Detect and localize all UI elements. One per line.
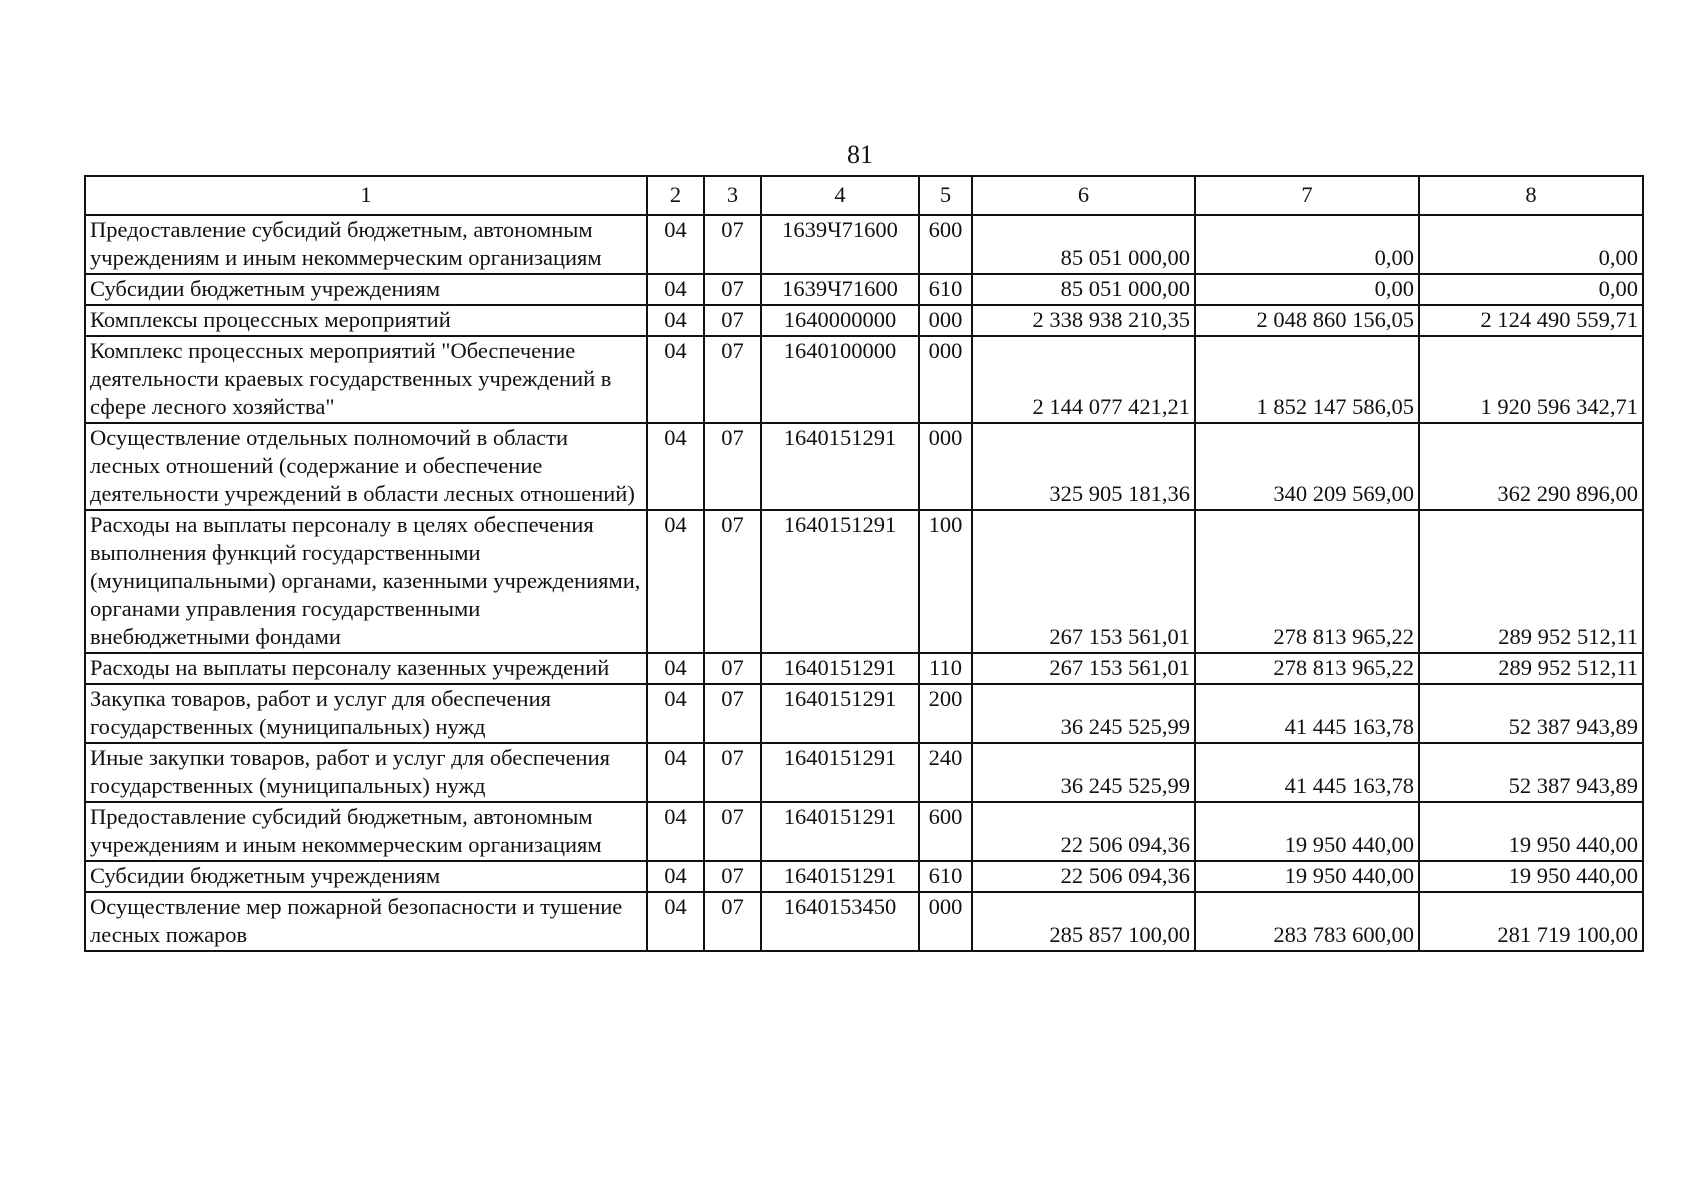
column-header: 4 (761, 176, 919, 215)
row-name: Расходы на выплаты персоналу в целях обеспечения выполнения функций государственными (муниципальными) органами, казенными учреждениями, органами управления государственными внебюджетными фондами (85, 510, 647, 653)
row-name: Расходы на выплаты персоналу казенных учреждений (85, 653, 647, 684)
section-code: 04 (647, 423, 704, 510)
subsection-code: 07 (704, 423, 761, 510)
amount-col-7: 340 209 569,00 (1195, 423, 1419, 510)
table-row (85, 305, 1643, 336)
row-name: Субсидии бюджетным учреждениям (85, 274, 647, 305)
target-article-code: 1640000000 (761, 305, 919, 336)
column-header: 7 (1195, 176, 1419, 215)
table-row (85, 423, 1643, 510)
amount-col-7: 2 048 860 156,05 (1195, 305, 1419, 336)
row-name: Предоставление субсидий бюджетным, автономным учреждениям и иным некоммерческим организациям (85, 215, 647, 274)
amount-col-7: 0,00 (1195, 274, 1419, 305)
amount-col-6: 267 153 561,01 (972, 653, 1195, 684)
amount-col-8: 52 387 943,89 (1419, 743, 1643, 802)
amount-col-6: 2 338 938 210,35 (972, 305, 1195, 336)
subsection-code: 07 (704, 336, 761, 423)
amount-col-7: 19 950 440,00 (1195, 802, 1419, 861)
table-row (85, 743, 1643, 802)
amount-col-8: 289 952 512,11 (1419, 653, 1643, 684)
target-article-code: 1640151291 (761, 861, 919, 892)
subsection-code: 07 (704, 684, 761, 743)
expense-type-code: 000 (919, 336, 972, 423)
amount-col-6: 267 153 561,01 (972, 510, 1195, 653)
amount-col-7: 283 783 600,00 (1195, 892, 1419, 951)
table-row (85, 510, 1643, 653)
amount-col-6: 22 506 094,36 (972, 861, 1195, 892)
amount-col-6: 36 245 525,99 (972, 743, 1195, 802)
expense-type-code: 610 (919, 861, 972, 892)
row-name: Предоставление субсидий бюджетным, автономным учреждениям и иным некоммерческим организациям (85, 802, 647, 861)
section-code: 04 (647, 861, 704, 892)
amount-col-6: 85 051 000,00 (972, 274, 1195, 305)
amount-col-8: 1 920 596 342,71 (1419, 336, 1643, 423)
amount-col-8: 0,00 (1419, 274, 1643, 305)
expense-type-code: 100 (919, 510, 972, 653)
column-header: 2 (647, 176, 704, 215)
subsection-code: 07 (704, 305, 761, 336)
section-code: 04 (647, 336, 704, 423)
row-name: Осуществление мер пожарной безопасности и тушение лесных пожаров (85, 892, 647, 951)
target-article-code: 1640151291 (761, 684, 919, 743)
row-name: Комплексы процессных мероприятий (85, 305, 647, 336)
amount-col-6: 285 857 100,00 (972, 892, 1195, 951)
target-article-code: 1640100000 (761, 336, 919, 423)
column-header: 6 (972, 176, 1195, 215)
table-row (85, 215, 1643, 274)
expense-type-code: 200 (919, 684, 972, 743)
amount-col-7: 278 813 965,22 (1195, 653, 1419, 684)
amount-col-7: 1 852 147 586,05 (1195, 336, 1419, 423)
amount-col-6: 2 144 077 421,21 (972, 336, 1195, 423)
expense-type-code: 600 (919, 215, 972, 274)
table-row (85, 684, 1643, 743)
expense-type-code: 000 (919, 423, 972, 510)
row-name: Субсидии бюджетным учреждениям (85, 861, 647, 892)
expense-type-code: 000 (919, 305, 972, 336)
column-header: 1 (85, 176, 647, 215)
amount-col-6: 85 051 000,00 (972, 215, 1195, 274)
amount-col-8: 362 290 896,00 (1419, 423, 1643, 510)
table-row (85, 892, 1643, 951)
section-code: 04 (647, 743, 704, 802)
budget-table (84, 175, 1644, 952)
section-code: 04 (647, 653, 704, 684)
section-code: 04 (647, 684, 704, 743)
expense-type-code: 610 (919, 274, 972, 305)
subsection-code: 07 (704, 653, 761, 684)
column-header: 5 (919, 176, 972, 215)
section-code: 04 (647, 510, 704, 653)
amount-col-8: 19 950 440,00 (1419, 802, 1643, 861)
subsection-code: 07 (704, 510, 761, 653)
subsection-code: 07 (704, 861, 761, 892)
section-code: 04 (647, 274, 704, 305)
amount-col-7: 0,00 (1195, 215, 1419, 274)
amount-col-7: 19 950 440,00 (1195, 861, 1419, 892)
target-article-code: 1640151291 (761, 743, 919, 802)
subsection-code: 07 (704, 274, 761, 305)
target-article-code: 1640151291 (761, 510, 919, 653)
amount-col-7: 278 813 965,22 (1195, 510, 1419, 653)
subsection-code: 07 (704, 215, 761, 274)
target-article-code: 1640153450 (761, 892, 919, 951)
section-code: 04 (647, 215, 704, 274)
target-article-code: 1640151291 (761, 423, 919, 510)
row-name: Иные закупки товаров, работ и услуг для обеспечения государственных (муниципальных) нужд (85, 743, 647, 802)
target-article-code: 1639Ч71600 (761, 274, 919, 305)
amount-col-8: 2 124 490 559,71 (1419, 305, 1643, 336)
amount-col-6: 36 245 525,99 (972, 684, 1195, 743)
table-row (85, 802, 1643, 861)
table-row (85, 274, 1643, 305)
row-name: Осуществление отдельных полномочий в области лесных отношений (содержание и обеспечение деятельности учреждений в области лесных отношений) (85, 423, 647, 510)
page-number: 81 (847, 140, 873, 169)
subsection-code: 07 (704, 802, 761, 861)
subsection-code: 07 (704, 743, 761, 802)
amount-col-8: 52 387 943,89 (1419, 684, 1643, 743)
target-article-code: 1639Ч71600 (761, 215, 919, 274)
expense-type-code: 000 (919, 892, 972, 951)
table-row (85, 336, 1643, 423)
expense-type-code: 240 (919, 743, 972, 802)
table-row (85, 653, 1643, 684)
row-name: Комплекс процессных мероприятий "Обеспечение деятельности краевых государственных учреждений в сфере лесного хозяйства" (85, 336, 647, 423)
expense-type-code: 110 (919, 653, 972, 684)
amount-col-7: 41 445 163,78 (1195, 743, 1419, 802)
target-article-code: 1640151291 (761, 653, 919, 684)
header-row (85, 176, 1643, 215)
amount-col-8: 289 952 512,11 (1419, 510, 1643, 653)
amount-col-8: 19 950 440,00 (1419, 861, 1643, 892)
table-row (85, 861, 1643, 892)
amount-col-7: 41 445 163,78 (1195, 684, 1419, 743)
column-header: 8 (1419, 176, 1643, 215)
section-code: 04 (647, 802, 704, 861)
amount-col-8: 0,00 (1419, 215, 1643, 274)
row-name: Закупка товаров, работ и услуг для обеспечения государственных (муниципальных) нужд (85, 684, 647, 743)
expense-type-code: 600 (919, 802, 972, 861)
section-code: 04 (647, 892, 704, 951)
section-code: 04 (647, 305, 704, 336)
target-article-code: 1640151291 (761, 802, 919, 861)
amount-col-6: 325 905 181,36 (972, 423, 1195, 510)
amount-col-8: 281 719 100,00 (1419, 892, 1643, 951)
column-header: 3 (704, 176, 761, 215)
amount-col-6: 22 506 094,36 (972, 802, 1195, 861)
subsection-code: 07 (704, 892, 761, 951)
